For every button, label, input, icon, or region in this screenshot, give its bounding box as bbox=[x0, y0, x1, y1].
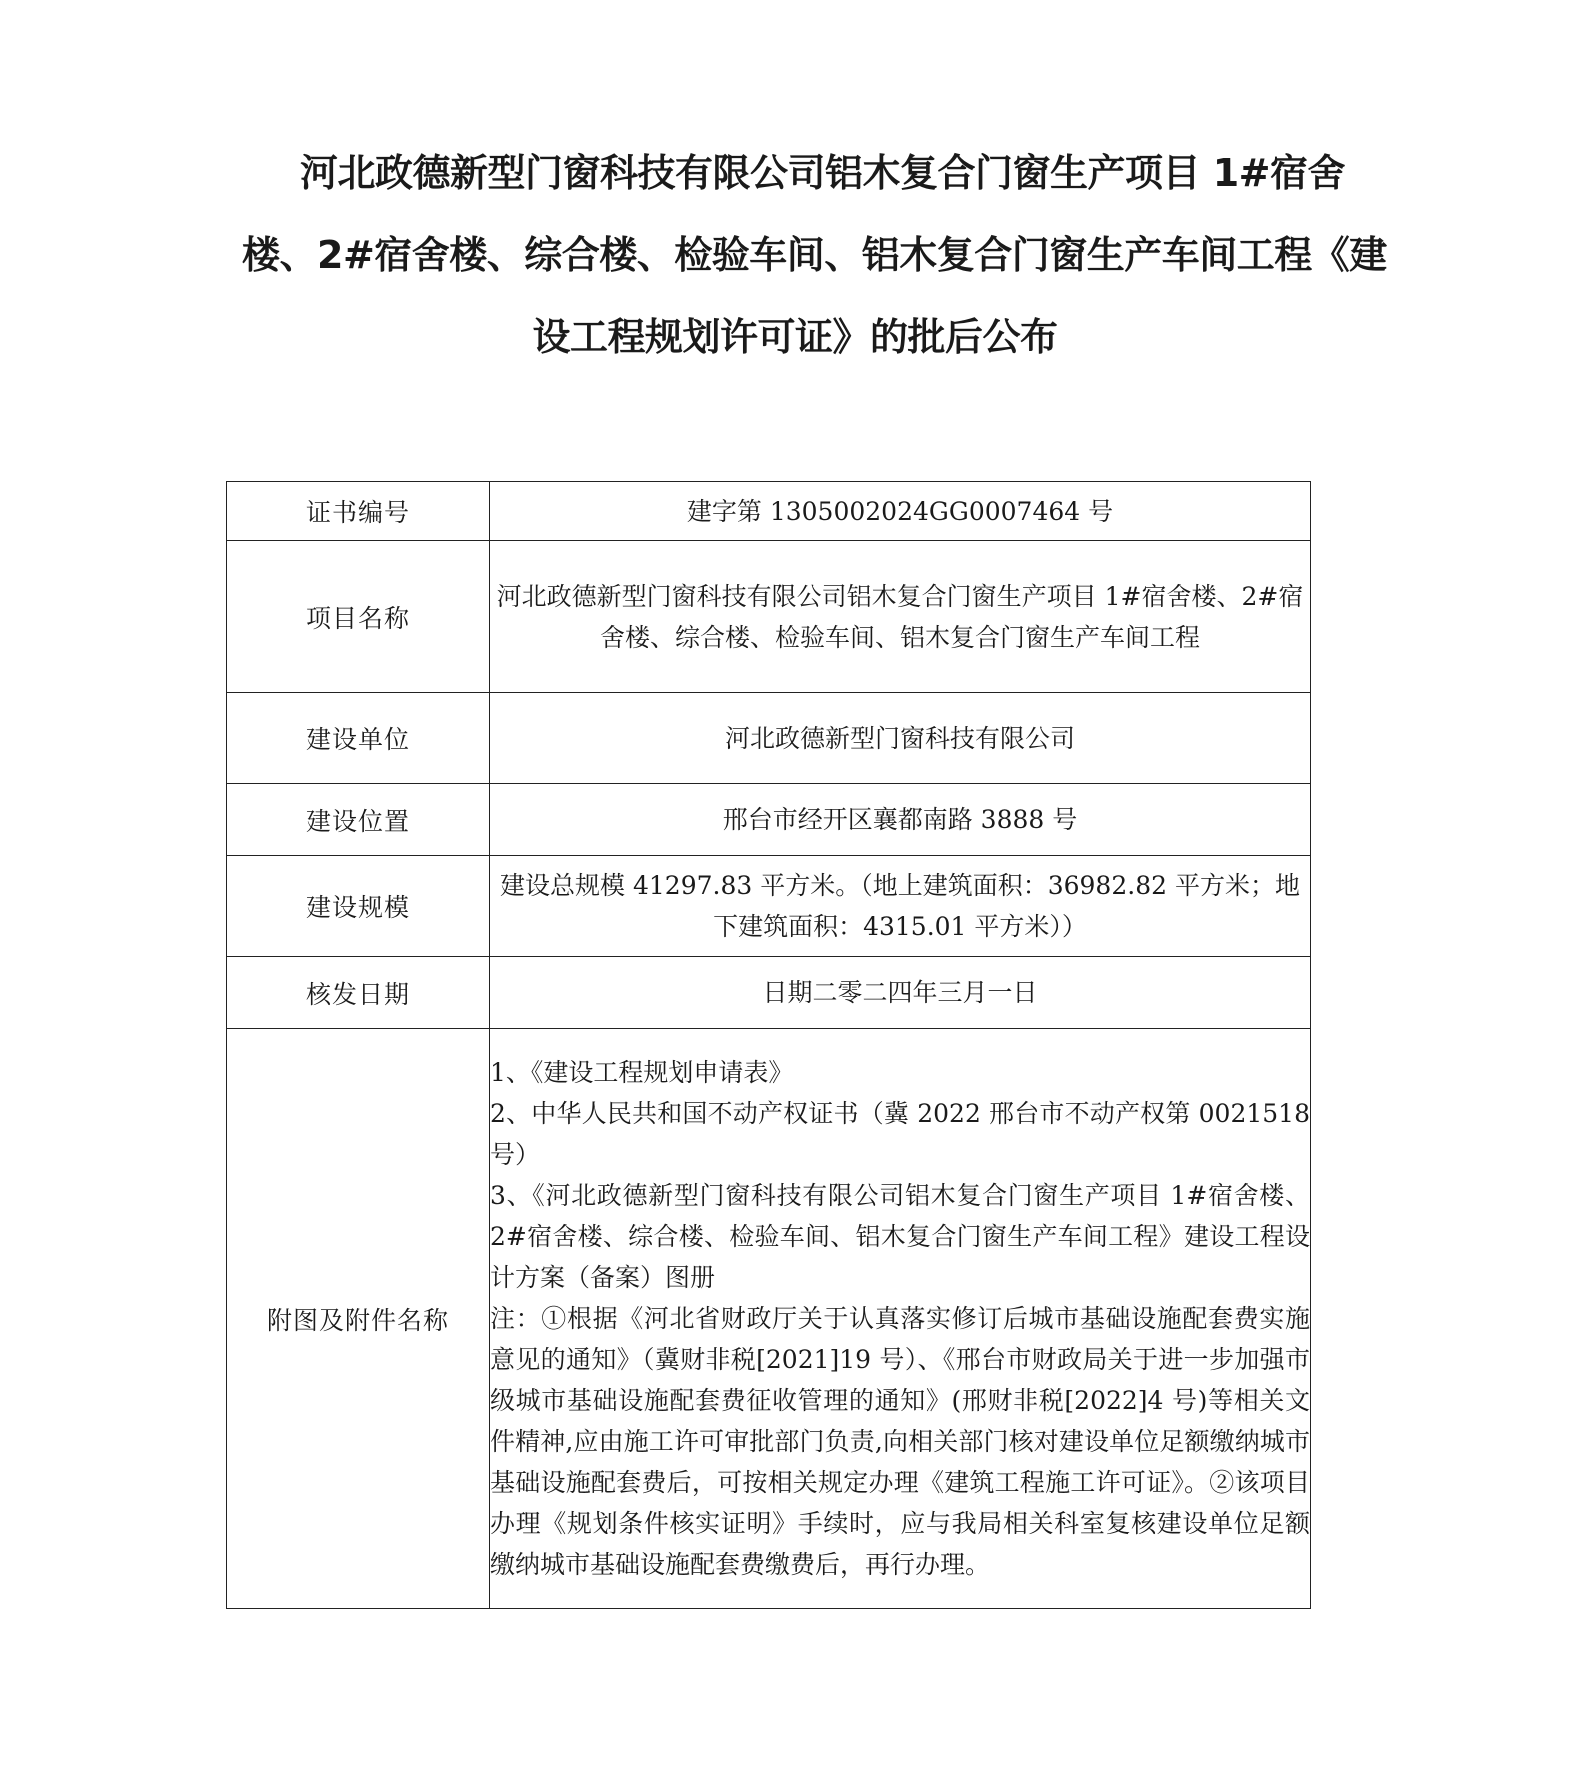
construction-scale-value: 建设总规模 41297.83 平方米。（地上建筑面积：36982.82 平方米；地下建筑面积：4315.01 平方米）） bbox=[490, 856, 1311, 957]
table-row-construction-unit bbox=[227, 693, 1311, 784]
title-line-3: 设工程规划许可证》的批后公布 bbox=[532, 315, 1058, 359]
table-row-construction-location bbox=[227, 784, 1311, 856]
document-title bbox=[230, 132, 1387, 378]
table-row-project-name bbox=[227, 541, 1311, 693]
attachments-value bbox=[490, 1029, 1311, 1609]
construction-location-value: 邢台市经开区襄都南路 3888 号 bbox=[490, 784, 1311, 856]
table-row-construction-scale bbox=[227, 856, 1311, 957]
issue-date-value: 日期二零二四年三月一日 bbox=[490, 957, 1311, 1029]
construction-unit-label: 建设单位 bbox=[227, 693, 490, 784]
construction-location-label: 建设位置 bbox=[227, 784, 490, 856]
issue-date-label: 核发日期 bbox=[227, 957, 490, 1029]
certificate-number-value: 建字第 1305002024GG0007464 号 bbox=[490, 482, 1311, 541]
attachment-note: 注：①根据《河北省财政厅关于认真落实修订后城市基础设施配套费实施意见的通知》（冀财非税[2021]19 号）、《邢台市财政局关于进一步加强市级城市基础设施配套费征收管理的通知》(邢财非税[2022]4 号)等相关文件精神,应由施工许可审批部门负责,向相关部门核对建设单位足额缴纳城市基础设施配套费后，可按相关规定办理《建筑工程施工许可证》。②该项目办理《规划条件核实证明》手续时，应与我局相关科室复核建设单位足额缴纳城市基础设施配套费缴费后，再行办理。 bbox=[490, 1304, 1310, 1579]
attachments-label: 附图及附件名称 bbox=[227, 1029, 490, 1609]
project-name-label: 项目名称 bbox=[227, 541, 490, 693]
attachment-item-2: 2、中华人民共和国不动产权证书（冀 2022 邢台市不动产权第 0021518 号） bbox=[490, 1099, 1310, 1169]
certificate-number-label: 证书编号 bbox=[227, 482, 490, 541]
table-row-certificate-number bbox=[227, 482, 1311, 541]
attachment-item-1: 1、《建设工程规划申请表》 bbox=[490, 1058, 794, 1087]
table-row-issue-date bbox=[227, 957, 1311, 1029]
title-line-2: 楼、2#宿舍楼、综合楼、检验车间、铝木复合门窗生产车间工程《建 bbox=[242, 233, 1387, 277]
project-name-value: 河北政德新型门窗科技有限公司铝木复合门窗生产项目 1#宿舍楼、2#宿舍楼、综合楼、检验车间、铝木复合门窗生产车间工程 bbox=[490, 541, 1311, 693]
construction-unit-value: 河北政德新型门窗科技有限公司 bbox=[490, 693, 1311, 784]
title-line-1: 河北政德新型门窗科技有限公司铝木复合门窗生产项目 1#宿舍 bbox=[300, 151, 1346, 195]
permit-info-table bbox=[226, 481, 1311, 1609]
construction-scale-label: 建设规模 bbox=[227, 856, 490, 957]
table-row-attachments bbox=[227, 1029, 1311, 1609]
attachment-item-3: 3、《河北政德新型门窗科技有限公司铝木复合门窗生产项目 1#宿舍楼、2#宿舍楼、综合楼、检验车间、铝木复合门窗生产车间工程》建设工程设计方案（备案）图册 bbox=[490, 1181, 1310, 1292]
